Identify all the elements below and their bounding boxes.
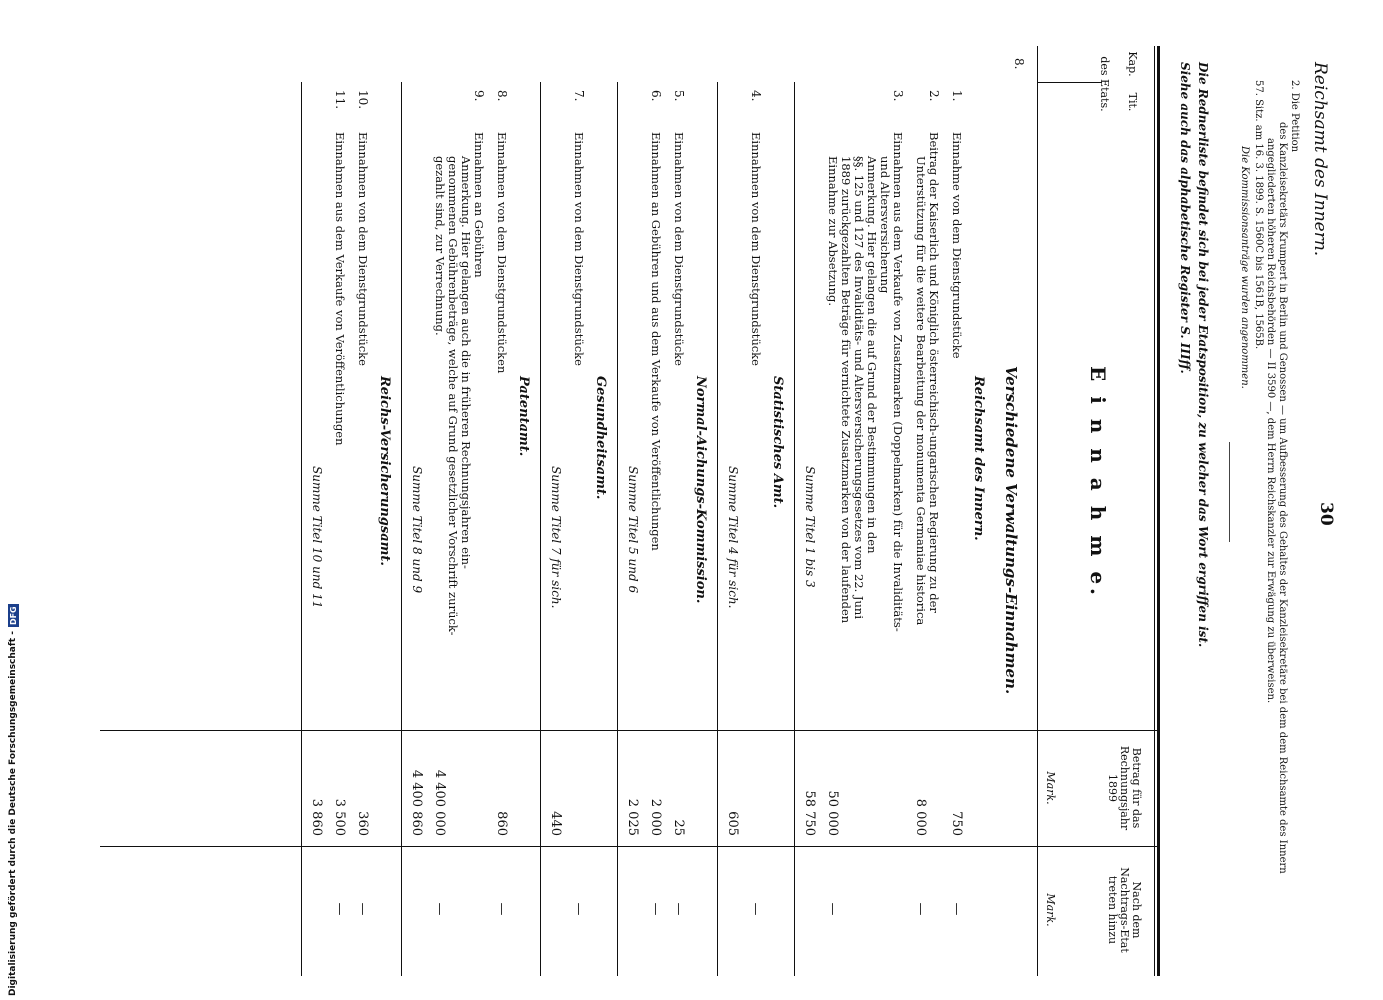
header-mark: Mark. <box>1044 893 1057 927</box>
row-text: genommenen Gebührenbeträge, welche auf Grund gesetzlicher Vorschrift zurück- <box>446 156 460 636</box>
row-tit: 1. <box>950 90 964 102</box>
divider <box>1229 442 1230 542</box>
section-title: Verschiedene Verwaltungs-Einnahmen. <box>1002 366 1020 695</box>
row-tit: 7. <box>572 90 586 102</box>
row-tit: 8. <box>495 90 509 102</box>
group-sum: 4 400 860 <box>409 769 424 836</box>
group-heading: Patentamt. <box>516 376 531 457</box>
row-text: §§. 125 und 127 des Invaliditäts- und Altersversicherungsgesetzes vom 22. Juni <box>852 156 866 620</box>
row-extra: — <box>648 902 663 916</box>
row-text: Einnahmen aus dem Verkaufe von Veröffentlichungen <box>333 132 347 446</box>
row-tit: 9. <box>472 90 486 102</box>
row-amount: 2 000 <box>648 798 663 836</box>
group-heading: Reichsamt des Innern. <box>971 376 986 541</box>
notice-line: Die Rednerliste befindet sich bei jeder Etatsposition, zu welcher das Wort ergriffen ist. <box>1196 62 1210 648</box>
dfg-logo: DFG <box>8 606 18 626</box>
column-divider <box>1038 82 1102 83</box>
group-heading: Gesundheitsamt. <box>593 376 608 500</box>
row-tit: 10. <box>356 90 370 110</box>
column-divider <box>100 730 1160 731</box>
header-des-etats: des Etats. <box>1098 56 1111 112</box>
group-rule <box>717 82 718 976</box>
credit-text: Digitalisierung gefördert durch die Deutsche Forschungsgemeinschaft - <box>8 631 18 996</box>
petition-line: 2. Die Petition <box>1289 80 1300 153</box>
group-sum: 58 750 <box>802 790 817 836</box>
header-nachtrag: Nach dem Nachtrags-Etat treten hinzu <box>1106 867 1143 953</box>
row-amount: 25 <box>671 819 686 836</box>
group-sum-label: Summe Titel 7 für sich. <box>549 466 563 609</box>
row-text: Einnahmen von dem Dienstgrundstücke <box>356 132 370 366</box>
row-extra: — <box>825 902 840 916</box>
row-text: Einnahme zur Absetzung. <box>826 156 840 307</box>
row-text: Einnahmen aus dem Verkaufe von Zusatzmarken (Doppelmarken) für die Invaliditäts- <box>891 132 905 632</box>
row-tit: 5. <box>672 90 686 102</box>
row-text: Einnahmen an Gebühren <box>472 132 486 278</box>
row-text: Einnahmen von dem Dienstgrundstücke <box>749 132 763 366</box>
row-amount: 860 <box>494 811 509 836</box>
row-tit: 6. <box>649 90 663 102</box>
group-heading: Normal-Aichungs-Kommission. <box>693 376 708 604</box>
group-sum: 440 <box>548 811 563 836</box>
row-amount: 4 400 000 <box>432 769 447 836</box>
row-text: Einnahme von dem Dienstgrundstücke <box>950 132 964 359</box>
group-sum-label: Summe Titel 10 und 11 <box>310 466 324 609</box>
group-heading: Statistisches Amt. <box>770 376 785 509</box>
row-extra: — <box>913 902 928 916</box>
header-tit: Tit. <box>1126 92 1139 112</box>
row-amount: 8 000 <box>913 798 928 836</box>
row-text: Anmerkung. Hier gelangen die auf Grund der Bestimmungen in den <box>865 156 879 554</box>
table-rule <box>1157 46 1160 976</box>
row-tit: 11. <box>333 90 347 110</box>
row-text: Unterstützung für die weitere Bearbeitung der monumenta Germaniae historica <box>914 156 928 626</box>
einnahme-title: E i n n a h m e. <box>1086 366 1110 600</box>
row-text: Einnahmen von dem Dienstgrundstücken <box>495 132 509 374</box>
table-rule <box>1154 46 1155 976</box>
petition-line: des Kanzleisekretärs Krumpert in Berlin und Genossen — um Aufbesserung des Gehaltes der Kanzleisekretäre bei dem dem Reichsamte des Innern <box>1277 122 1288 874</box>
page-title: Reichsamt des Innern. <box>1310 62 1330 257</box>
group-rule <box>794 82 795 976</box>
row-extra: — <box>949 902 964 916</box>
row-text: Beitrag der Kaiserlich und Königlich österreichisch-ungarischen Regierung zu der <box>927 132 941 613</box>
row-tit: 3. <box>891 90 905 102</box>
group-sum: 605 <box>725 811 740 836</box>
row-amount: 360 <box>355 811 370 836</box>
row-extra: — <box>671 902 686 916</box>
row-tit: 2. <box>927 90 941 102</box>
group-sum-label: Summe Titel 1 bis 3 <box>803 466 817 588</box>
table-rule <box>1037 46 1038 976</box>
row-tit: 4. <box>749 90 763 102</box>
group-sum: 3 860 <box>309 798 324 836</box>
row-text: Anmerkung. Hier gelangen auch die in früheren Rechnungsjahren ein- <box>459 156 473 569</box>
group-sum: 2 025 <box>625 798 640 836</box>
group-rule <box>617 82 618 976</box>
row-text: Einnahmen von dem Dienstgrundstücke <box>672 132 686 366</box>
group-sum-label: Summe Titel 4 für sich. <box>726 466 740 609</box>
petition-line: angegliederten höheren Reichsbehörden — II 3590 —, dem Herrn Reichskanzler zur Erwägung zu überweisen. <box>1265 138 1276 704</box>
row-text: und Altersversicherung <box>878 156 892 294</box>
notice-line: Siehe auch das alphabetische Register S. IIIff. <box>1178 62 1192 374</box>
group-sum-label: Summe Titel 8 und 9 <box>410 466 424 594</box>
row-text: 1889 zurückgezahlten Beträge für vernichtete Zusatzmarken von der laufenden <box>839 156 853 624</box>
row-extra: — <box>494 902 509 916</box>
group-heading: Reichs-Versicherungsamt. <box>377 376 392 566</box>
header-kap: Kap. <box>1126 51 1139 77</box>
header-mark: Mark. <box>1044 771 1057 805</box>
row-extra: — <box>332 902 347 916</box>
digitization-credit <box>6 36 20 996</box>
row-amount: 750 <box>949 811 964 836</box>
row-extra: — <box>355 902 370 916</box>
petition-line: Die Kommissionsanträge wurden angenommen. <box>1239 146 1250 389</box>
group-rule <box>540 82 541 976</box>
row-text: Einnahmen an Gebühren und aus dem Verkaufe von Veröffentlichungen <box>649 132 663 551</box>
group-rule <box>301 82 302 976</box>
row-amount: 50 000 <box>825 790 840 836</box>
row-extra: — <box>432 902 447 916</box>
document-sheet <box>70 51 1336 962</box>
column-divider <box>100 846 1160 847</box>
header-betrag: Betrag für das Rechnungsjahr 1899 <box>1106 745 1143 831</box>
kap-number: 8. <box>1012 58 1026 70</box>
row-extra: — <box>748 902 763 916</box>
group-rule <box>401 82 402 976</box>
petition-line: 57. Sitz. am 16. 3. 1899. S. 1560C bis 1561B, 1565B. <box>1253 80 1264 350</box>
income-table <box>100 46 1160 976</box>
row-extra: — <box>571 902 586 916</box>
group-sum-label: Summe Titel 5 und 6 <box>626 466 640 594</box>
page-number: 30 <box>1316 502 1336 526</box>
row-amount: 3 500 <box>332 798 347 836</box>
row-text: Einnahmen von dem Dienstgrundstücke <box>572 132 586 366</box>
row-text: gezahlt sind, zur Verrechnung. <box>433 156 447 336</box>
